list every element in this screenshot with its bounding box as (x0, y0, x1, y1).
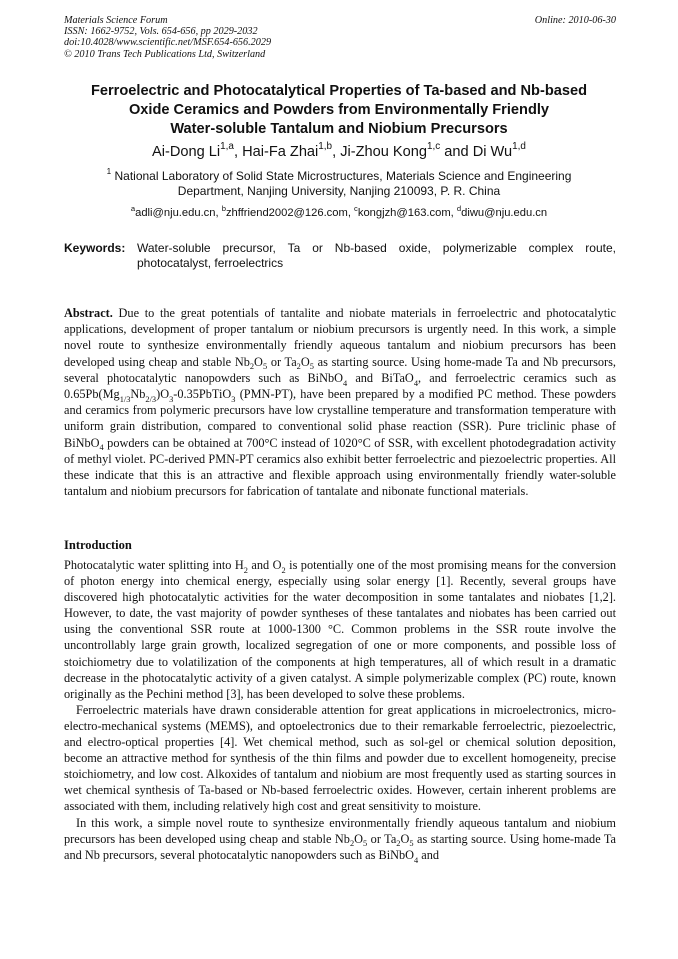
section-heading-introduction: Introduction (64, 538, 132, 552)
email-marker: d (456, 203, 462, 213)
author-name: Ji-Zhou Kong (340, 144, 427, 160)
abstract-text: and BiTaO (347, 370, 414, 385)
author-affil-marker: 1,a (220, 141, 234, 153)
subscript: 5 (309, 362, 314, 372)
subscript: 4 (99, 443, 104, 453)
subscript: 2/3 (145, 394, 157, 404)
subscript: 2 (249, 362, 255, 372)
author-conjunction: and (444, 144, 469, 160)
journal-header (64, 15, 616, 60)
email-marker: a (130, 203, 136, 213)
paragraph: Ferroelectric materials have drawn considerable attention for great applications in microelectronics, micro-electro-mechanical systems (MEMS), and optoelectronics due to their remarkable ferroelectric, piezoelectric, and electro-optical properties [4]. Wet chemical method, such as sol-gel or chemical solution deposition, become an attractive method for synthesis of the thin films and powder due to excellent homogeneity, precise stoichiometry, and low cost. Alkoxides of tantalum and niobium are most frequently used as starting sources in wet chemical synthesis of Ta-based or Nb-based ferroelectric oxides. However, certain inherent problems are associated with them, including relatively high cost and great sensitivity to moisture. (64, 702, 616, 814)
abstract-text: Nb (130, 387, 146, 402)
copyright-line: © 2010 Trans Tech Publications Ltd, Switzerland (64, 48, 266, 60)
author-name: Ai-Dong Li (152, 144, 221, 160)
paragraph (64, 557, 616, 702)
paragraph-text: as starting source. Using home-made Ta and Nb precursors, several photocatalytic nanopowders such as BiNbO (64, 831, 617, 862)
introduction-body (64, 557, 616, 863)
paragraph-text: Photocatalytic water splitting into H (64, 558, 244, 572)
author-emails (60, 203, 618, 220)
keywords-block (64, 241, 616, 272)
subscript: 3 (169, 394, 174, 404)
issn-line: ISSN: 1662-9752, Vols. 654-656, pp 2029-2032 (64, 26, 258, 38)
abstract-text: Due to the great potentials of tantalite and niobate materials in ferroelectric and photocatalytic applications, development of proper tantalum or niobium precursors is urgently need. In this work, a simple novel route to synthesize environmentally friendly aqueous tantalum and niobium precursors has been developed using cheap and stable Nb (64, 306, 616, 369)
paragraph-text: and O (247, 558, 282, 572)
subscript: 2 (296, 362, 301, 372)
abstract-text: )O (156, 387, 170, 402)
author-affil-marker: 1,b (318, 141, 333, 153)
paragraph-text: In this work, a simple novel route to synthesize environmentally friendly aqueous tantalum and niobium precursors has been developed using cheap and stable Nb (64, 815, 616, 846)
abstract-text: , and ferroelectric ceramics such as 0.65Pb(Mg (64, 370, 617, 402)
email-address[interactable]: kongjzh@163.com, (357, 207, 454, 219)
paragraph-text: or Ta (367, 831, 397, 846)
subscript: 3 (231, 394, 236, 404)
email-address[interactable]: zhffriend2002@126.com, (225, 207, 351, 219)
subscript: 5 (363, 839, 368, 849)
author-name: Hai-Fa Zhai (242, 144, 319, 160)
abstract-text: powders can be obtained at 700°C instead of 1020°C of SSR, with excellent photodegradation activity of methyl violet. PC-derived PMN-PT ceramics also exhibit better ferroelectric and piezoelectric properties. All these indicate that this is an attractive and flexible approach using environmentally friendly water-soluble tantalum and niobium precursors for fabrication of tantalate and nibonate functional materials. (64, 435, 616, 499)
subscript: 2 (349, 839, 355, 849)
title-line: Ferroelectric and Photocatalytical Properties of Ta-based and Nb-based (90, 83, 588, 99)
journal-name: Materials Science Forum (64, 15, 168, 26)
subscript: 4 (343, 378, 348, 388)
author-list: Ai-Dong Li$^{1,a}$, Hai-Fa Zhai$^{1,b}$, Ji-Zhou Kong$^{1,c}$ and Di Wu$^{1,d}$ (152, 141, 526, 160)
subscript: 4 (414, 855, 419, 865)
online-date: Online: 2010-06-30 (534, 15, 616, 26)
paper-title (50, 82, 628, 139)
title-line: Oxide Ceramics and Powders from Environmentally Friendly (128, 102, 550, 118)
affiliation-line: National Laboratory of Solid State Microstructures, Materials Science and Engineering (114, 169, 572, 183)
email-marker: b (221, 203, 226, 213)
title-line: Water-soluble Tantalum and Niobium Precursors (170, 121, 508, 137)
abstract-text: (PMN-PT), have been prepared by a modified PC method. These powders and ceramics from polymeric precursors have low crystalline temperature and transformation temperature with uniform grain distribution, compared to conventional solid phase reaction (SSR). Pure triclinic phase of BiNbO (64, 387, 616, 450)
author-affil-marker: 1,c (427, 141, 441, 153)
affiliation-line: Department, Nanjing University, Nanjing 210093, P. R. China (177, 184, 501, 199)
abstract-text: or Ta (267, 354, 297, 369)
email-address[interactable]: adli@nju.edu.cn, (135, 207, 219, 219)
author-affil-marker: 1,d (512, 141, 526, 153)
subscript: 2 (243, 565, 248, 575)
subscript: 2 (396, 839, 401, 849)
keywords-label: Keywords: (64, 241, 126, 255)
subscript: 5 (409, 839, 414, 849)
doi-line: doi:10.4028/www.scientific.net/MSF.654-656.2029 (64, 37, 272, 49)
abstract-text: O (300, 354, 310, 369)
paragraph-text: O (354, 831, 364, 846)
email-marker: c (354, 203, 358, 213)
paragraph (64, 815, 616, 863)
keywords-text: Water-soluble precursor, Ta or Nb-based oxide, polymerizable complex route, photocatalyst, ferroelectrics (137, 241, 616, 271)
paragraph-text: O (400, 831, 410, 846)
subscript: 4 (413, 378, 418, 388)
abstract-text: O (254, 354, 263, 369)
paragraph-text: is potentially one of the most promising means for the conversion of photon energy into chemical energy, especially using solar energy [1]. Recently, several groups have discovered high photocatalytic activities for the water decomposition in some tantalates and niobates [1,2]. However, to date, the vast majority of powder syntheses of these tantalates and niobates has been carried out using the conventional SSR route at 1000-1300 °C. Common problems in the SSR route involve the uncontrollably large grain growth, localized segregation of one or more components, and possible loss of stoichiometry due to volatilization of the components at high temperatures, all of which result in a dramatic decrease in the photocatalytic activity of a given catalyst. A simple polymerizable complex (PC) route, known originally as the Pechini method [3], has been developed to solve these problems. (64, 558, 616, 701)
email-address[interactable]: diwu@nju.edu.cn (461, 207, 548, 219)
affiliation (60, 169, 618, 200)
affiliation-marker: 1 (106, 167, 112, 177)
subscript: 1/3 (119, 394, 131, 404)
abstract (64, 305, 616, 499)
paragraph-text: and (418, 847, 440, 862)
abstract-text: as starting source. Using home-made Ta and Nb precursors, several photocatalytic nanopowders such as BiNbO (64, 354, 616, 385)
subscript: 5 (262, 362, 268, 372)
subscript: 2 (281, 565, 286, 575)
abstract-label: Abstract. (64, 306, 113, 320)
abstract-text: -0.35PbTiO (173, 387, 232, 402)
author-name: Di Wu (472, 144, 513, 160)
